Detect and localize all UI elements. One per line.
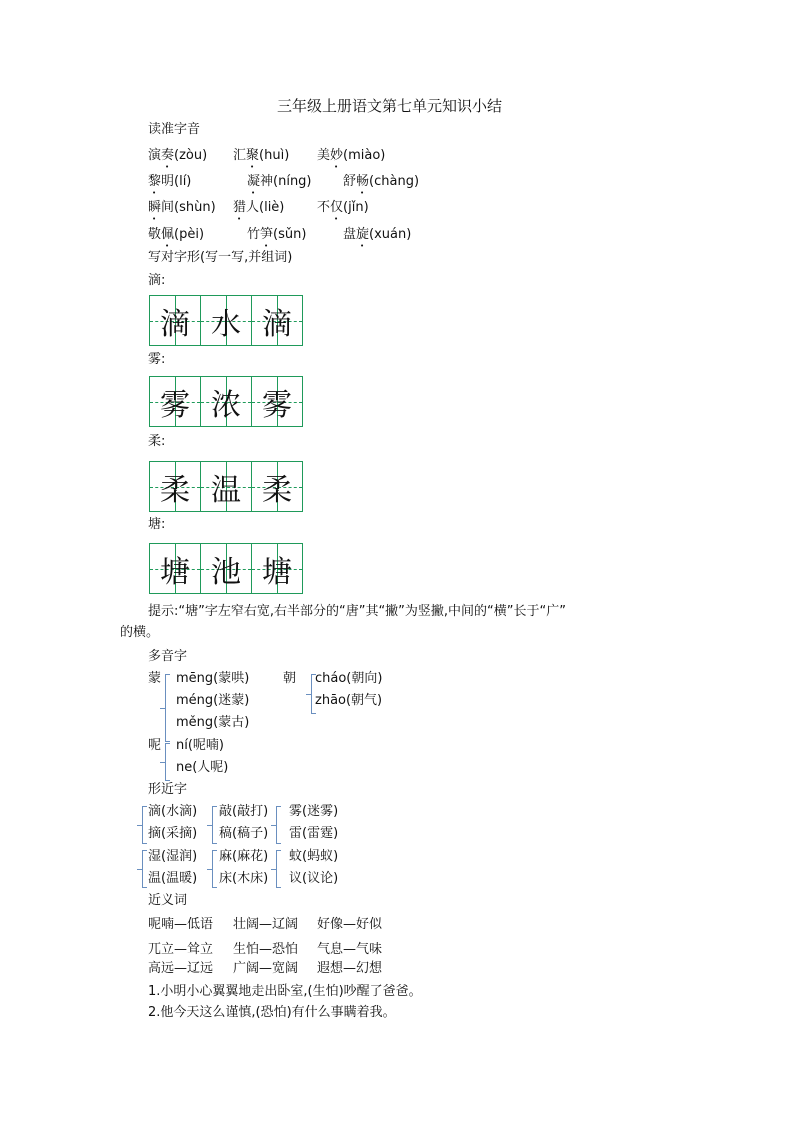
similar-char: 温(温暖) xyxy=(148,871,198,886)
polyphone-reading: ní(呢喃) xyxy=(176,738,224,753)
grid-cell: 柔 xyxy=(252,462,302,511)
synonym-pair: 高远—辽远 xyxy=(148,961,214,976)
pinyin-word: 瞬间(shùn) xyxy=(148,200,216,215)
grid-cell: 滴 xyxy=(150,296,201,345)
grid-cell: 浓 xyxy=(201,377,252,426)
synonym-pair: 好像—好似 xyxy=(317,917,383,932)
grid-label: 柔: xyxy=(148,434,166,449)
pinyin-word: 黎明(lí) xyxy=(148,174,192,189)
polyphone-char: 呢 xyxy=(148,738,162,753)
synonym-pair: 气息—气味 xyxy=(317,942,383,957)
synonym-pair: 生怕—恐怕 xyxy=(233,942,299,957)
brace xyxy=(212,850,217,888)
grid-cell: 池 xyxy=(201,544,252,593)
brace xyxy=(276,806,281,844)
grid-label: 雾: xyxy=(148,352,166,367)
pinyin-word: 竹笋(sǔn) xyxy=(247,227,307,242)
example-sentence: 2.他今天这么谨慎,(恐怕)有什么事瞒着我。 xyxy=(148,1005,396,1020)
pinyin-word: 汇聚(huì) xyxy=(233,148,290,163)
brace xyxy=(212,806,217,844)
section-heading: 近义词 xyxy=(148,893,188,908)
grid-cell: 雾 xyxy=(150,377,201,426)
similar-char: 稿(稿子) xyxy=(219,826,269,841)
polyphone-reading: ne(人呢) xyxy=(176,760,229,775)
brace xyxy=(311,674,316,714)
brace xyxy=(276,850,281,888)
brace xyxy=(165,743,170,781)
synonym-pair: 广阔—宽阔 xyxy=(233,961,299,976)
section-heading: 写对字形(写一写,并组词) xyxy=(148,250,293,265)
similar-char: 滴(水滴) xyxy=(148,804,198,819)
polyphone-reading: měng(蒙古) xyxy=(176,715,250,730)
brace xyxy=(165,674,170,742)
character-grid xyxy=(149,543,303,594)
pinyin-word: 美妙(miào) xyxy=(317,148,386,163)
similar-char: 雷(雷霆) xyxy=(289,826,339,841)
grid-cell: 塘 xyxy=(150,544,201,593)
similar-char: 摘(采摘) xyxy=(148,826,198,841)
grid-label: 滴: xyxy=(148,273,166,288)
polyphone-char: 蒙 xyxy=(148,671,162,686)
grid-label: 塘: xyxy=(148,517,166,532)
grid-cell: 雾 xyxy=(252,377,302,426)
section-heading: 多音字 xyxy=(148,649,188,664)
tip-text: 的横。 xyxy=(120,625,160,640)
grid-cell: 温 xyxy=(201,462,252,511)
similar-char: 敲(敲打) xyxy=(219,804,269,819)
tip-text: 提示:“塘”字左窄右宽,右半部分的“唐”其“撇”为竖撇,中间的“横”长于“广” xyxy=(148,604,566,619)
grid-cell: 塘 xyxy=(252,544,302,593)
polyphone-reading: méng(迷蒙) xyxy=(176,693,250,708)
similar-char: 麻(麻花) xyxy=(219,849,269,864)
section-heading: 读准字音 xyxy=(148,122,201,137)
polyphone-reading: mēng(蒙哄) xyxy=(176,671,250,686)
polyphone-reading: zhāo(朝气) xyxy=(315,693,383,708)
example-sentence: 1.小明小心翼翼地走出卧室,(生怕)吵醒了爸爸。 xyxy=(148,984,422,999)
pinyin-word: 猎人(liè) xyxy=(233,200,285,215)
synonym-pair: 遐想—幻想 xyxy=(317,961,383,976)
similar-char: 雾(迷雾) xyxy=(289,804,339,819)
section-heading: 形近字 xyxy=(148,782,188,797)
pinyin-word: 敬佩(pèi) xyxy=(148,227,205,242)
similar-char: 议(议论) xyxy=(289,871,339,886)
similar-char: 床(木床) xyxy=(219,871,269,886)
synonym-pair: 兀立—耸立 xyxy=(148,942,214,957)
page-title: 三年级上册语文第七单元知识小结 xyxy=(277,97,503,115)
character-grid xyxy=(149,461,303,512)
brace xyxy=(142,850,147,888)
synonym-pair: 壮阔—辽阔 xyxy=(233,917,299,932)
character-grid xyxy=(149,376,303,427)
grid-cell: 水 xyxy=(201,296,252,345)
pinyin-word: 舒畅(chàng) xyxy=(343,174,420,189)
polyphone-char: 朝 xyxy=(283,671,297,686)
pinyin-word: 盘旋(xuán) xyxy=(343,227,412,242)
similar-char: 蚊(蚂蚁) xyxy=(289,849,339,864)
pinyin-word: 凝神(níng) xyxy=(247,174,312,189)
polyphone-reading: cháo(朝向) xyxy=(315,671,383,686)
pinyin-word: 演奏(zòu) xyxy=(148,148,208,163)
synonym-pair: 呢喃—低语 xyxy=(148,917,214,932)
grid-cell: 滴 xyxy=(252,296,302,345)
grid-cell: 柔 xyxy=(150,462,201,511)
similar-char: 湿(湿润) xyxy=(148,849,198,864)
character-grid xyxy=(149,295,303,346)
brace xyxy=(142,806,147,844)
pinyin-word: 不仅(jǐn) xyxy=(317,200,369,215)
